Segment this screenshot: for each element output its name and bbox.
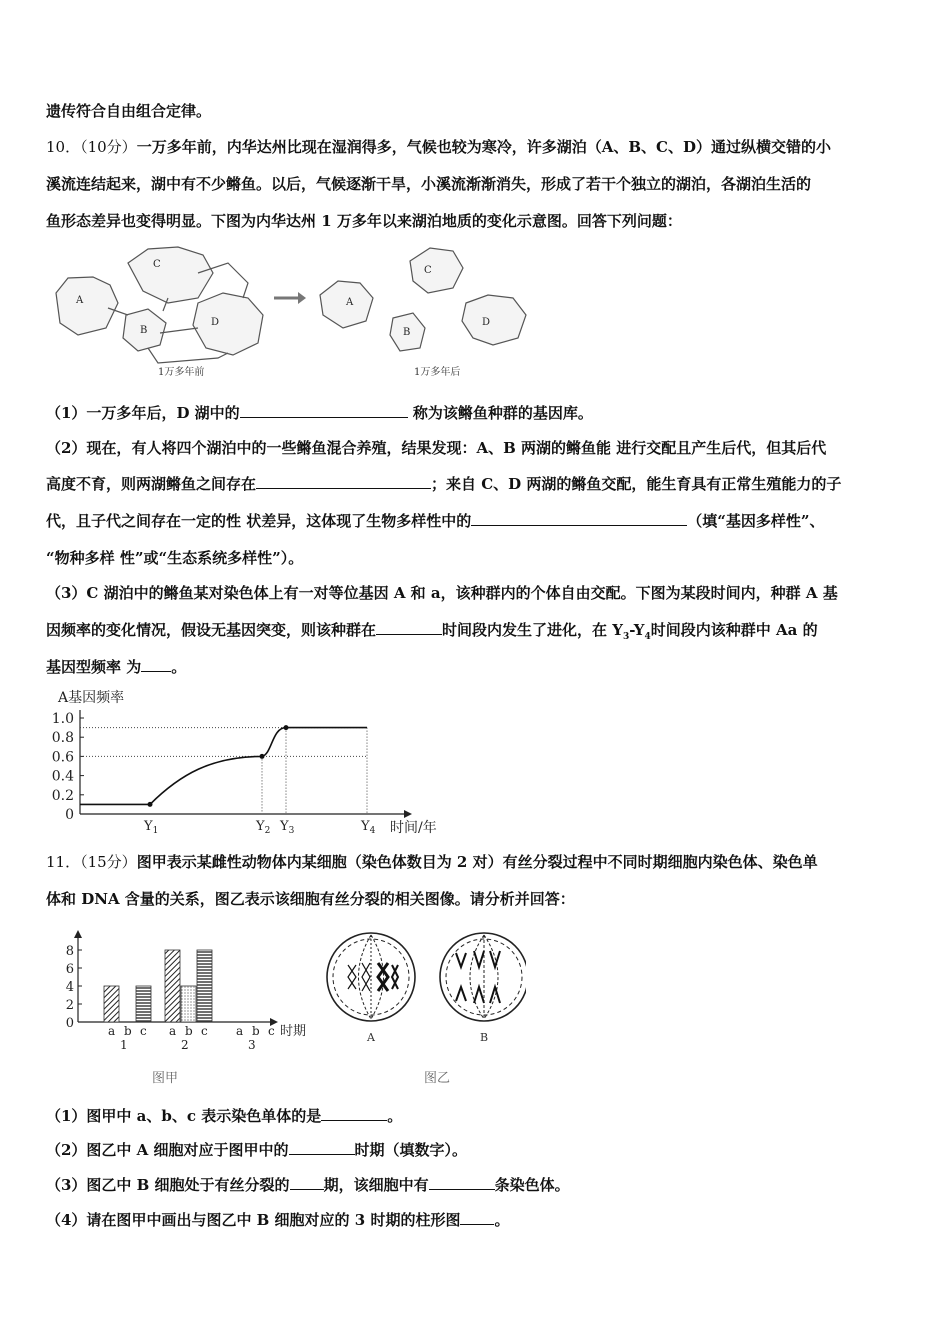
y-tick-label: 2 [65,998,74,1013]
text: 时间段内该种群中 Aa 的 [650,621,818,639]
answer-blank[interactable] [290,1175,324,1190]
question-number: 11．（15分） [46,853,137,871]
x-tick-label: $Y_1$ [144,819,159,836]
text-line: “物种多样 性”或“生态系统多样性”）。 [46,549,304,567]
text-line [46,657,908,677]
category-label: a [169,1024,177,1038]
answer-blank[interactable] [240,403,408,418]
subquestion-11-2 [46,1140,908,1160]
y-axis-label: A基因频率 [58,690,125,706]
y-tick-label: 0.6 [51,749,74,766]
text: 高度不育，则两湖鳉鱼之间存在 [46,475,257,493]
bar [197,950,212,1022]
chromosome-bar-chart [58,930,328,1090]
answer-blank[interactable] [141,657,171,672]
text: 条染色体。 [494,1176,570,1194]
lake-change-figure [48,243,548,383]
figure-caption: 1万多年前 [158,367,205,378]
question-10-intro [46,137,908,157]
subscript: 4 [644,632,651,642]
text: 称为该鳉鱼种群的基因库。 [407,404,593,422]
answer-blank[interactable] [460,1210,494,1225]
figure-caption: 图甲 [152,1071,179,1086]
period-label: 2 [181,1038,189,1052]
text-line [46,620,908,647]
y-tick-label: 0 [65,807,74,823]
period-label: 1 [120,1038,128,1052]
category-label: c [140,1024,147,1038]
answer-blank[interactable] [289,1140,355,1155]
lake-label: B [140,325,148,336]
subquestion-10-2: （2）现在，有人将四个湖泊中的一些鳉鱼混合养殖，结果发现：A、B 两湖的鳉鱼能 进行交配且产生后代，但其后代 [46,439,827,457]
text: -Y [629,621,645,639]
answer-blank[interactable] [429,1175,495,1190]
y-tick-label: 4 [65,980,74,995]
text: 因频率的变化情况，假设无基因突变，则该种群在 [46,621,377,639]
text-line [46,511,908,531]
text: （4）请在图甲中画出与图乙中 B 细胞对应的 3 时期的柱形图 [46,1211,461,1229]
y-tick-label: 8 [65,944,74,959]
lake-label: D [482,317,491,328]
data-point [284,725,289,730]
bar [181,986,196,1022]
text: 。 [387,1107,403,1125]
text: （2）图乙中 A 细胞对应于图甲中的 [46,1141,289,1159]
x-axis-label: 时期 [280,1024,307,1039]
figure-caption: 图乙 [424,1071,451,1086]
text-line [46,474,908,494]
text: 时间段内发生了进化，在 Y [442,621,623,639]
y-tick-label: 6 [65,962,74,977]
subscript: 3 [622,632,630,642]
category-label: b [252,1024,260,1038]
text: （1）一万多年后，D 湖中的 [46,404,240,422]
text: （3）图乙中 B 细胞处于有丝分裂的 [46,1176,290,1194]
lake-label: C [424,265,432,276]
question-number: 10．（10分） [46,138,137,156]
text: 基因型频率 为 [46,658,142,676]
text: 图甲表示某雌性动物体内某细胞（染色体数目为 2 对）有丝分裂过程中不同时期细胞内染色体、染色单 [136,853,818,871]
lake-label: B [403,327,411,338]
y-tick-label: 0 [65,1016,74,1031]
gene-frequency-chart [44,684,464,840]
x-axis-label: 时间/年 [390,820,437,836]
text: 代，且子代之间存在一定的性 状差异，这体现了生物多样性中的 [46,512,472,530]
question-11-intro [46,852,908,872]
text-line: 遗传符合自由组合定律。 [46,102,212,120]
figure-caption: 1万多年后 [414,367,461,378]
text: ；来自 C、D 两湖的鳉鱼交配，能生育具有正常生殖能力的子 [431,475,842,493]
y-axis-arrow [74,930,82,938]
text: 期，该细胞中有 [323,1176,429,1194]
cell-label: B [480,1031,489,1044]
text: 。 [494,1211,510,1229]
subquestion-11-4 [46,1210,908,1230]
category-label: a [108,1024,116,1038]
x-tick-label: $Y_4$ [361,819,376,836]
x-tick-label: $Y_2$ [256,819,271,836]
data-point [148,802,153,807]
y-tick-label: 1.0 [51,711,74,727]
text: （1）图甲中 a、b、c 表示染色单体的是 [46,1107,322,1125]
answer-blank[interactable] [321,1106,387,1121]
lake-label: D [211,317,220,328]
text-line: 鱼形态差异也变得明显。下图为内华达州 1 万多年以来湖泊地质的变化示意图。回答下列问题： [46,212,682,230]
category-label: b [124,1024,132,1038]
category-label: c [268,1024,275,1038]
period-label: 3 [248,1038,256,1052]
answer-blank[interactable] [376,620,442,635]
text: 一万多年前，内华达州比现在湿润得多，气候也较为寒冷，许多湖泊（A、B、C、D）通过纵横交错的小 [136,138,831,156]
category-label: c [201,1024,208,1038]
text-line: 溪流连结起来，湖中有不少鳉鱼。以后，气候逐渐干旱，小溪流渐渐消失，形成了若干个独立的湖泊，各湖泊生活的 [46,175,812,193]
cell-label: A [367,1031,375,1044]
lake-label: A [346,297,354,308]
answer-blank[interactable] [256,474,431,489]
y-tick-label: 0.2 [51,787,74,804]
text-line: 体和 DNA 含量的关系，图乙表示该细胞有丝分裂的相关图像。请分析并回答： [46,890,575,908]
subquestion-11-3 [46,1175,908,1195]
subquestion-10-3: （3）C 湖泊中的鳉鱼某对染色体上有一对等位基因 A 和 a，该种群内的个体自由交配。下图为某段时间内，种群 A 基 [46,584,838,602]
bar [136,986,151,1022]
x-axis-arrow [404,810,412,818]
y-tick-label: 0.8 [51,730,74,747]
mitosis-cells-figure [326,925,526,1089]
x-tick-label: $Y_3$ [280,819,295,836]
subquestion-10-1 [46,403,908,423]
y-tick-label: 0.4 [51,768,74,785]
lake-label: A [76,295,84,306]
text: （填“基因多样性”、 [687,512,825,530]
cell-b [440,933,526,1021]
answer-blank[interactable] [471,511,687,526]
subquestion-11-1 [46,1106,908,1126]
bar [165,950,180,1022]
text: 。 [171,658,187,676]
series-line [80,728,367,805]
category-label: b [185,1024,193,1038]
bar [104,986,119,1022]
data-point [260,754,265,759]
arrow-icon [274,292,306,304]
text: 时期（填数字）。 [354,1141,468,1159]
category-label: a [236,1024,244,1038]
lake-label: C [153,259,161,270]
